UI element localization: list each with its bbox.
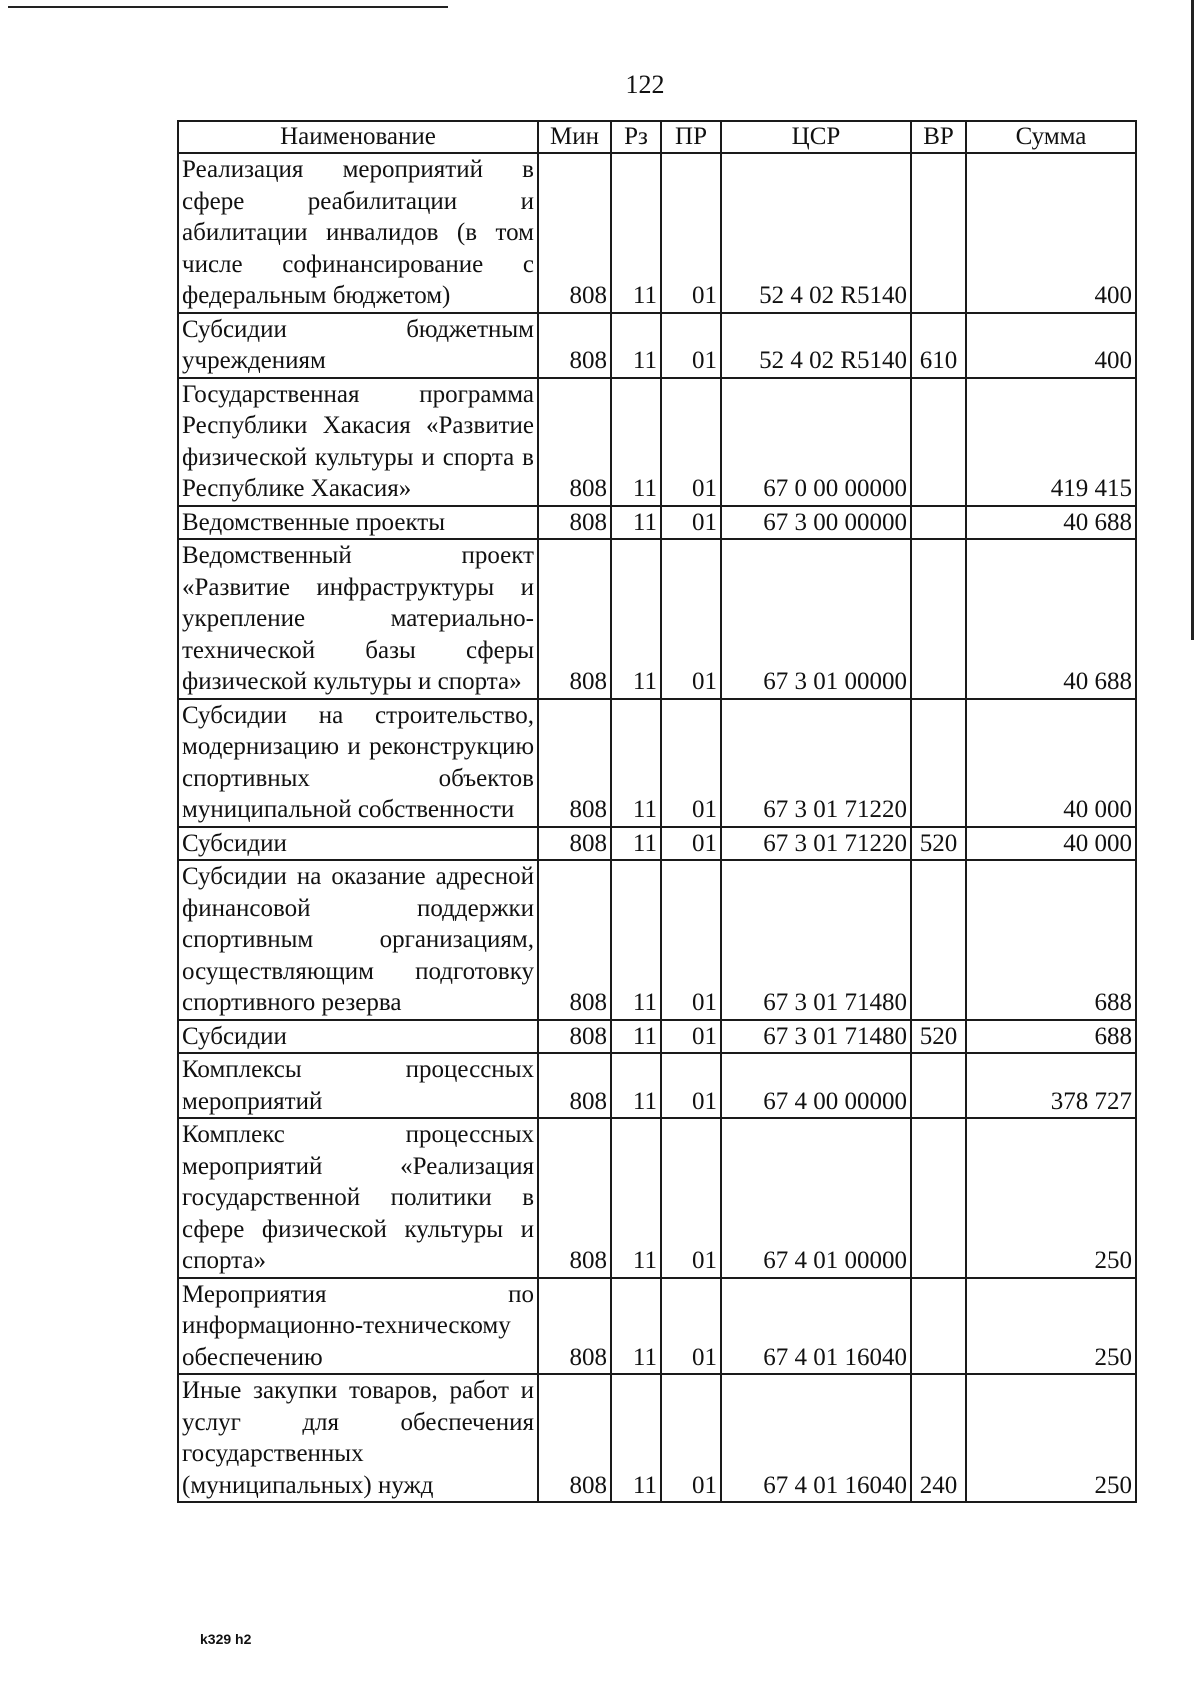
- row-rz: 11: [611, 1278, 661, 1375]
- table-row: [178, 1374, 1136, 1502]
- table-header-row: [178, 121, 1136, 153]
- footer-code: k329 h2: [200, 1631, 252, 1647]
- row-csr: 67 3 01 71220: [721, 827, 911, 861]
- col-header-csr: ЦСР: [721, 121, 911, 153]
- row-vr: 240: [911, 1374, 966, 1502]
- row-name: Государственная программа Республики Хакасия «Развитие физической культуры и спорта в Республике Хакасия»: [178, 378, 538, 506]
- row-name: Ведомственный проект «Развитие инфраструктуры и укрепление материально-технической базы сферы физической культуры и спорта»: [178, 539, 538, 699]
- row-vr: [911, 378, 966, 506]
- row-name: Мероприятия по информационно-техническому обеспечению: [178, 1278, 538, 1375]
- row-csr: 67 3 01 00000: [721, 539, 911, 699]
- row-pr: 01: [661, 378, 721, 506]
- row-vr: 520: [911, 827, 966, 861]
- row-pr: 01: [661, 539, 721, 699]
- row-csr: 67 3 01 71480: [721, 1020, 911, 1054]
- row-rz: 11: [611, 313, 661, 378]
- row-name: Реализация мероприятий в сфере реабилитации и абилитации инвалидов (в том числе софинансирование с федеральным бюджетом): [178, 153, 538, 313]
- row-pr: 01: [661, 506, 721, 540]
- row-name: Ведомственные проекты: [178, 506, 538, 540]
- row-pr: 01: [661, 313, 721, 378]
- row-name: Комплекс процессных мероприятий «Реализация государственной политики в сфере физической культуры и спорта»: [178, 1118, 538, 1278]
- row-rz: 11: [611, 1118, 661, 1278]
- row-min: 808: [538, 539, 611, 699]
- row-pr: 01: [661, 1020, 721, 1054]
- row-sum: 419 415: [966, 378, 1136, 506]
- table-row: [178, 1278, 1136, 1375]
- scan-top-line: [8, 6, 448, 8]
- col-header-pr: ПР: [661, 121, 721, 153]
- row-vr: [911, 153, 966, 313]
- row-sum: 40 688: [966, 539, 1136, 699]
- row-csr: 67 3 01 71220: [721, 699, 911, 827]
- row-min: 808: [538, 827, 611, 861]
- row-min: 808: [538, 1118, 611, 1278]
- row-min: 808: [538, 1374, 611, 1502]
- row-csr: 67 4 01 16040: [721, 1278, 911, 1375]
- row-name: Субсидии на оказание адресной финансовой поддержки спортивным организациям, осуществляющим подготовку спортивного резерва: [178, 860, 538, 1020]
- row-vr: 520: [911, 1020, 966, 1054]
- table-row: [178, 827, 1136, 861]
- row-name: Субсидии: [178, 827, 538, 861]
- row-name: Субсидии бюджетным учреждениям: [178, 313, 538, 378]
- row-pr: 01: [661, 1053, 721, 1118]
- row-min: 808: [538, 699, 611, 827]
- row-vr: 610: [911, 313, 966, 378]
- row-sum: 40 000: [966, 699, 1136, 827]
- row-rz: 11: [611, 827, 661, 861]
- table-row: [178, 860, 1136, 1020]
- row-sum: 250: [966, 1374, 1136, 1502]
- row-min: 808: [538, 1020, 611, 1054]
- row-csr: 67 3 00 00000: [721, 506, 911, 540]
- row-vr: [911, 506, 966, 540]
- row-rz: 11: [611, 699, 661, 827]
- col-header-min: Мин: [538, 121, 611, 153]
- row-rz: 11: [611, 1053, 661, 1118]
- row-min: 808: [538, 153, 611, 313]
- row-pr: 01: [661, 699, 721, 827]
- row-sum: 250: [966, 1278, 1136, 1375]
- row-rz: 11: [611, 506, 661, 540]
- table-row: [178, 313, 1136, 378]
- row-rz: 11: [611, 860, 661, 1020]
- row-sum: 40 000: [966, 827, 1136, 861]
- table-row: [178, 1053, 1136, 1118]
- row-csr: 67 0 00 00000: [721, 378, 911, 506]
- row-sum: 378 727: [966, 1053, 1136, 1118]
- row-name: Субсидии: [178, 1020, 538, 1054]
- col-header-name: Наименование: [178, 121, 538, 153]
- row-rz: 11: [611, 1374, 661, 1502]
- row-pr: 01: [661, 827, 721, 861]
- table-row: [178, 699, 1136, 827]
- row-vr: [911, 1278, 966, 1375]
- row-vr: [911, 1053, 966, 1118]
- row-rz: 11: [611, 539, 661, 699]
- row-vr: [911, 1118, 966, 1278]
- page-number: 122: [625, 70, 665, 99]
- row-pr: 01: [661, 1374, 721, 1502]
- row-pr: 01: [661, 1118, 721, 1278]
- row-min: 808: [538, 1278, 611, 1375]
- row-vr: [911, 860, 966, 1020]
- table-row: [178, 1118, 1136, 1278]
- row-sum: 688: [966, 1020, 1136, 1054]
- row-sum: 40 688: [966, 506, 1136, 540]
- row-name: Иные закупки товаров, работ и услуг для обеспечения государственных (муниципальных) нужд: [178, 1374, 538, 1502]
- row-sum: 250: [966, 1118, 1136, 1278]
- row-rz: 11: [611, 378, 661, 506]
- row-rz: 11: [611, 153, 661, 313]
- row-csr: 52 4 02 R5140: [721, 313, 911, 378]
- col-header-rz: Рз: [611, 121, 661, 153]
- row-csr: 67 4 01 16040: [721, 1374, 911, 1502]
- row-csr: 67 3 01 71480: [721, 860, 911, 1020]
- row-pr: 01: [661, 153, 721, 313]
- row-min: 808: [538, 313, 611, 378]
- col-header-vr: ВР: [911, 121, 966, 153]
- row-min: 808: [538, 1053, 611, 1118]
- row-pr: 01: [661, 1278, 721, 1375]
- row-name: Субсидии на строительство, модернизацию и реконструкцию спортивных объектов муниципальной собственности: [178, 699, 538, 827]
- row-vr: [911, 699, 966, 827]
- row-rz: 11: [611, 1020, 661, 1054]
- row-pr: 01: [661, 860, 721, 1020]
- row-min: 808: [538, 506, 611, 540]
- row-name: Комплексы процессных мероприятий: [178, 1053, 538, 1118]
- row-vr: [911, 539, 966, 699]
- row-sum: 688: [966, 860, 1136, 1020]
- row-sum: 400: [966, 153, 1136, 313]
- table-row: [178, 539, 1136, 699]
- row-csr: 67 4 00 00000: [721, 1053, 911, 1118]
- row-min: 808: [538, 860, 611, 1020]
- col-header-sum: Сумма: [966, 121, 1136, 153]
- row-sum: 400: [966, 313, 1136, 378]
- table-row: [178, 506, 1136, 540]
- table-row: [178, 153, 1136, 313]
- table-row: [178, 378, 1136, 506]
- row-min: 808: [538, 378, 611, 506]
- row-csr: 67 4 01 00000: [721, 1118, 911, 1278]
- row-csr: 52 4 02 R5140: [721, 153, 911, 313]
- table-row: [178, 1020, 1136, 1054]
- budget-table: [177, 120, 1137, 1503]
